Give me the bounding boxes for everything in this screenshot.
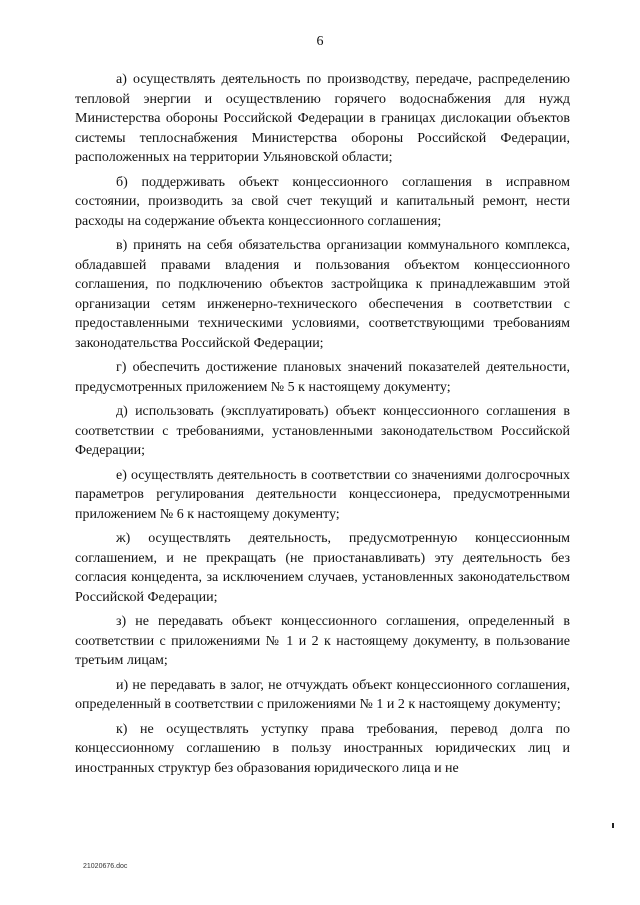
paragraph-g: г) обеспечить достижение плановых значений показателей деятельности, предусмотренных приложением № 5 к настоящему документу; (75, 360, 570, 395)
paragraph-zh: ж) осуществлять деятельность, предусмотренную концессионным соглашением, и не прекращать (не приостанавливать) эту деятельность без согласия концедента, за исключением случаев, установленных законодательством Российской Федерации; (75, 531, 570, 605)
paragraph-d: д) использовать (эксплуатировать) объект концессионного соглашения в соответствии с требованиями, установленными законодательством Российской Федерации; (75, 404, 570, 458)
paragraph-v: в) принять на себя обязательства организации коммунального комплекса, обладавшей правами владения и пользования объектом концессионного соглашения, по подключению объектов застройщика к принадлежавшим этой организации сетям инженерно-технического обеспечения в соответствии с предоставленными техническими условиями, соответствующими требованиям законодательства Российской Федерации; (75, 238, 570, 351)
footer-filename: 21020676.doc (83, 863, 128, 870)
document-body (75, 70, 570, 783)
paragraph-z: з) не передавать объект концессионного соглашения, определенный в соответствии с приложениями № 1 и 2 к настоящему документу, в пользование третьим лицам; (75, 614, 570, 668)
scan-mark (612, 823, 614, 828)
paragraph-k: к) не осуществлять уступку права требования, перевод долга по концессионному соглашению в пользу иностранных юридических лиц и иностранных структур без образования юридического лица и не (75, 721, 570, 776)
paragraph-b: б) поддерживать объект концессионного соглашения в исправном состоянии, производить за свой счет текущий и капитальный ремонт, нести расходы на содержание объекта концессионного соглашения; (75, 174, 570, 229)
paragraph-a: а) осуществлять деятельность по производству, передаче, распределению тепловой энергии и осуществлению горячего водоснабжения для нужд Министерства обороны Российской Федерации в границах дислокации объектов системы теплоснабжения Министерства обороны Российской Федерации, расположенных на территории Ульяновской области; (75, 72, 570, 165)
paragraph-i: и) не передавать в залог, не отчуждать объект концессионного соглашения, определенный в соответствии с приложениями № 1 и 2 к настоящему документу; (75, 677, 570, 712)
page-number: 6 (316, 34, 324, 49)
paragraph-e: е) осуществлять деятельность в соответствии со значениями долгосрочных параметров регулирования деятельности концессионера, предусмотренными приложением № 6 к настоящему документу; (75, 467, 570, 522)
